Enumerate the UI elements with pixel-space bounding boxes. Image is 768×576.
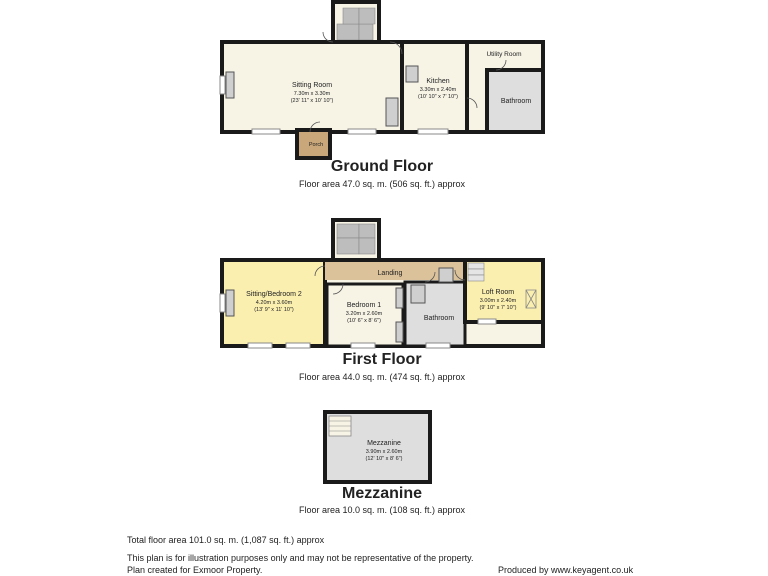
first-floor-plan	[220, 220, 543, 348]
first-floor-title: First Floor	[342, 351, 422, 368]
ground-floor-title: Ground Floor	[330, 158, 434, 175]
landing-name: Landing	[377, 270, 403, 277]
sitting-bedroom-2-metric: 4.20m x 3.60m	[255, 300, 293, 306]
sitting-room-imperial: (23' 11" x 10' 10")	[290, 98, 334, 104]
kitchen-unit	[406, 66, 418, 82]
total-floor-area: Total floor area 101.0 sq. m. (1,087 sq. ft.) approx	[127, 535, 325, 545]
ground-fireplace	[226, 72, 234, 98]
kitchen-imperial: (10' 10" x 7' 10")	[418, 94, 458, 100]
ground-stairs	[337, 8, 375, 40]
sitting-room-name: Sitting Room	[291, 82, 333, 89]
loft-room-metric: 3.00m x 2.40m	[479, 298, 517, 304]
loft-room-imperial: (9' 10" x 7' 10")	[479, 305, 517, 311]
disclaimer: This plan is for illustration purposes only and may not be representative of the property.	[127, 553, 474, 563]
first-stairs	[337, 224, 375, 254]
ground-floor-plan	[220, 2, 543, 158]
mezzanine-plan	[325, 412, 430, 482]
bedroom-1-cupboard-2	[396, 322, 403, 342]
bedroom-1-cupboard	[396, 288, 403, 308]
bedroom-1-name: Bedroom 1	[346, 302, 382, 309]
loft-room-name: Loft Room	[481, 289, 515, 296]
bedroom-1-metric: 3.20m x 2.60m	[345, 311, 383, 317]
mezzanine-area: Floor area 10.0 sq. m. (108 sq. ft.) approx	[298, 505, 466, 515]
kitchen-name: Kitchen	[426, 78, 450, 85]
loft-stairs	[468, 263, 484, 281]
produced-by: Produced by www.keyagent.co.uk	[498, 565, 634, 575]
sitting-bedroom-2-imperial: (13' 9" x 11' 10")	[254, 307, 294, 313]
mezzanine-title: Mezzanine	[341, 485, 422, 502]
bedroom-1-imperial: (10' 6" x 8' 6")	[347, 318, 381, 324]
sitting-bedroom-2-name: Sitting/Bedroom 2	[246, 291, 302, 298]
first-fireplace	[226, 290, 234, 316]
mezzanine-metric: 3.90m x 2.60m	[365, 449, 403, 455]
ground-floor-area: Floor area 47.0 sq. m. (506 sq. ft.) approx	[298, 179, 466, 189]
mezzanine-name: Mezzanine	[367, 440, 401, 447]
bathroom-unit	[411, 285, 425, 303]
ground-bathroom-name: Bathroom	[500, 98, 532, 105]
mezzanine-imperial: (12' 10" x 8' 6")	[365, 456, 403, 462]
utility-room-name: Utility Room	[486, 51, 522, 58]
first-bathroom-name: Bathroom	[423, 315, 455, 322]
plan-created-note: Plan created for Exmoor Property.	[127, 565, 263, 575]
sitting-room-metric: 7.30m x 3.30m	[293, 91, 331, 97]
kitchen-metric: 3.30m x 2.40m	[419, 87, 457, 93]
ground-cupboard	[386, 98, 398, 126]
porch-name: Porch	[308, 142, 324, 148]
landing-cupboard	[439, 268, 453, 282]
first-floor-area: Floor area 44.0 sq. m. (474 sq. ft.) approx	[298, 372, 466, 382]
